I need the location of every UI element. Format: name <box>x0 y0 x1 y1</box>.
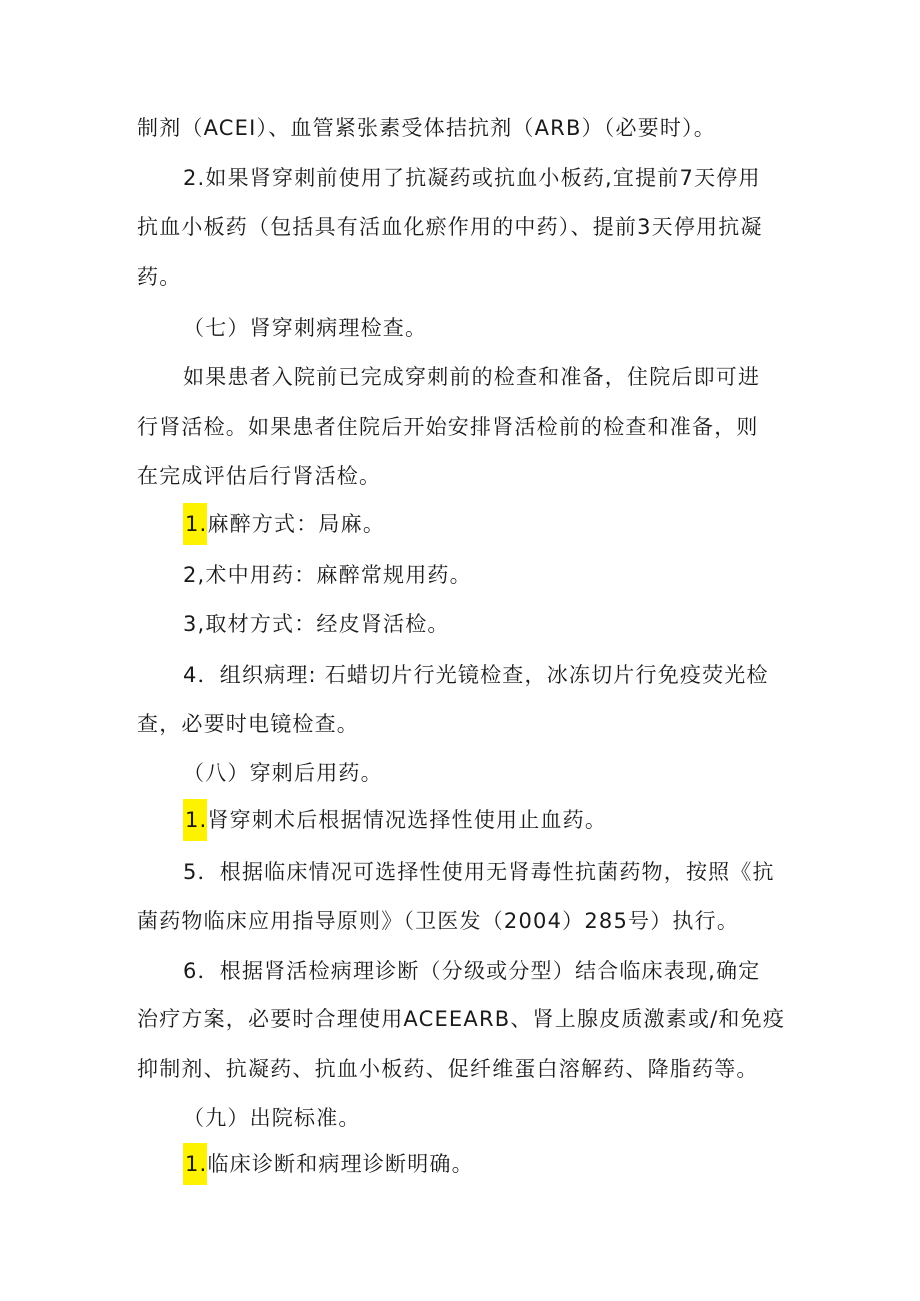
paragraph-line <box>137 709 359 739</box>
list-item <box>183 509 385 539</box>
list-item <box>183 1149 474 1179</box>
line-text: 抑制剂、抗凝药、抗血小板药、促纤维蛋白溶解药、降脂药等。 <box>137 1057 759 1081</box>
paragraph-line <box>137 906 739 936</box>
paragraph-line <box>137 113 716 143</box>
list-item <box>183 956 760 986</box>
paragraph-line <box>183 362 760 392</box>
section-heading <box>183 313 427 343</box>
list-item <box>183 609 450 639</box>
list-item-text: 2,术中用药：麻醉常规用药。 <box>183 563 472 587</box>
paragraph-line <box>137 262 181 292</box>
line-text: 抗血小板药（包括具有活血化瘀作用的中药）、提前3天停用抗凝 <box>137 215 763 239</box>
paragraph-line <box>137 412 759 442</box>
paragraph-line <box>137 1004 785 1034</box>
highlighted-list-marker: 1. <box>183 503 207 545</box>
line-text: 如果患者入院前已完成穿刺前的检查和准备，住院后即可进 <box>183 365 761 389</box>
paragraph-line <box>137 1054 759 1084</box>
line-text: 查，必要时电镜检查。 <box>137 712 359 736</box>
list-item-text: 临床诊断和病理诊断明确。 <box>207 1152 474 1176</box>
line-text: 行肾活检。如果患者住院后开始安排肾活检前的检查和准备，则 <box>137 415 759 439</box>
heading-text: （九）出院标准。 <box>183 1106 361 1130</box>
line-text: 在完成评估后行肾活检。 <box>137 464 382 488</box>
paragraph-line <box>183 163 761 193</box>
highlighted-list-marker: 1. <box>183 799 207 841</box>
line-text: 菌药物临床应用指导原则》（卫医发（2004）285号）执行。 <box>137 909 740 933</box>
heading-text: （七）肾穿刺病理检查。 <box>183 316 428 340</box>
paragraph-line <box>137 461 381 491</box>
list-item <box>183 857 775 887</box>
section-heading <box>183 1103 361 1133</box>
list-item-text: 4．组织病理: 石蜡切片行光镜检查，冰冻切片行免疫荧光检 <box>183 663 769 687</box>
list-item <box>183 805 607 835</box>
section-heading <box>183 758 383 788</box>
line-text: 2.如果肾穿刺前使用了抗凝药或抗血小板药,宜提前7天停用 <box>183 166 761 190</box>
line-text: 治疗方案，必要时合理使用ACEEARB、肾上腺皮质激素或/和免疫 <box>137 1007 786 1031</box>
list-item <box>183 660 769 690</box>
list-item-text: 肾穿刺术后根据情况选择性使用止血药。 <box>207 808 608 832</box>
list-item <box>183 560 472 590</box>
paragraph-line <box>137 212 763 242</box>
list-item-text: 5．根据临床情况可选择性使用无肾毒性抗菌药物，按照《抗 <box>183 860 775 884</box>
list-item-text: 3,取材方式：经皮肾活检。 <box>183 612 450 636</box>
list-item-text: 麻醉方式：局麻。 <box>207 512 386 536</box>
line-text: 制剂（ACEI）、血管紧张素受体拮抗剂（ARB）（必要时）。 <box>137 116 716 140</box>
highlighted-list-marker: 1. <box>183 1143 207 1185</box>
line-text: 药。 <box>137 265 182 289</box>
list-item-text: 6．根据肾活检病理诊断（分级或分型）结合临床表现,确定 <box>183 959 761 983</box>
heading-text: （八）穿刺后用药。 <box>183 761 383 785</box>
